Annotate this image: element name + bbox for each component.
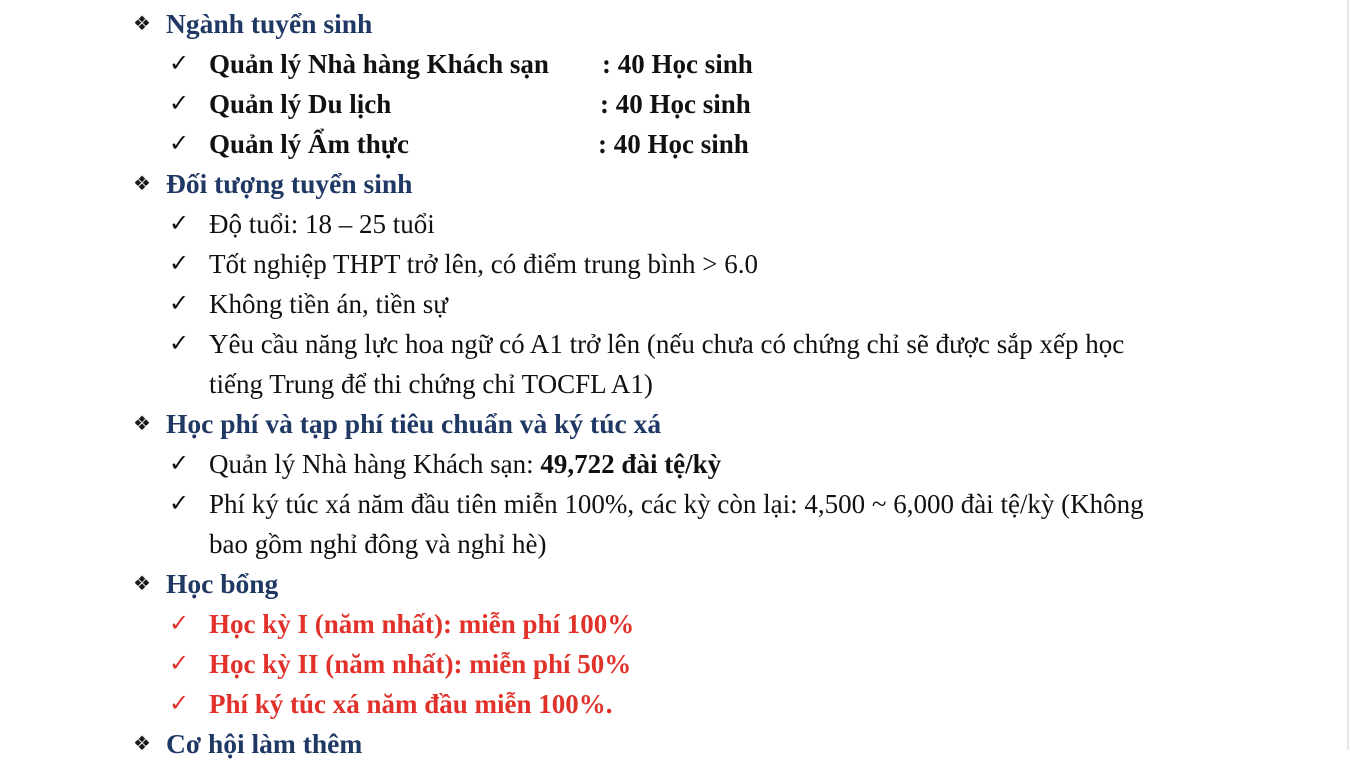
checkmark-icon: ✓ [168,91,190,117]
checkmark-icon: ✓ [168,331,190,357]
item-text: Học kỳ II (năm nhất): miễn phí 50% [209,649,632,679]
item-label: Quản lý Ẩm thực [209,129,409,159]
checkmark-icon: ✓ [168,691,190,717]
section-hoc-phi [0,404,1350,444]
list-item [0,244,1350,284]
checkmark-icon: ✓ [168,611,190,637]
item-value: : 40 Học sinh [600,89,751,119]
item-text: Phí ký túc xá năm đầu tiên miễn 100%, các kỳ còn lại: 4,500 ~ 6,000 đài tệ/kỳ (Không [209,489,1144,519]
item-text: Tốt nghiệp THPT trở lên, có điểm trung bình > 6.0 [209,249,758,279]
checkmark-icon: ✓ [168,451,190,477]
list-item [0,604,1350,644]
item-label: Quản lý Du lịch [209,89,392,119]
diamond-bullet-icon: ❖ [133,733,151,755]
checkmark-icon: ✓ [168,251,190,277]
list-item [0,684,1350,724]
list-item-continuation [0,524,1350,564]
diamond-bullet-icon: ❖ [133,173,151,195]
list-item [0,484,1350,524]
item-text: Phí ký túc xá năm đầu miễn 100%. [209,689,613,719]
checkmark-icon: ✓ [168,51,190,77]
section-heading: Học phí và tạp phí tiêu chuẩn và ký túc xá [166,408,662,439]
item-text: tiếng Trung để thi chứng chỉ TOCFL A1) [209,369,653,399]
diamond-bullet-icon: ❖ [133,573,151,595]
checkmark-icon: ✓ [168,131,190,157]
page-edge-divider [1347,0,1349,750]
item-value: 49,722 đài tệ/kỳ [540,449,722,479]
item-text: Yêu cầu năng lực hoa ngữ có A1 trở lên (nếu chưa có chứng chỉ sẽ được sắp xếp học [209,329,1125,359]
list-item [0,444,1350,484]
checkmark-icon: ✓ [168,291,190,317]
section-hoc-bong [0,564,1350,604]
section-heading: Cơ hội làm thêm [166,728,363,759]
list-item [0,284,1350,324]
item-text: Học kỳ I (năm nhất): miễn phí 100% [209,609,635,639]
item-value: : 40 Học sinh [598,129,749,159]
checkmark-icon: ✓ [168,651,190,677]
item-label: Quản lý Nhà hàng Khách sạn: [209,449,541,479]
list-item [0,124,1350,164]
list-item [0,44,1350,84]
checkmark-icon: ✓ [168,491,190,517]
section-co-hoi-lam-them [0,724,1350,764]
item-text [209,444,721,484]
item-value: : 40 Học sinh [602,49,753,79]
list-item [0,204,1350,244]
list-item-continuation [0,364,1350,404]
diamond-bullet-icon: ❖ [133,413,151,435]
checkmark-icon: ✓ [168,211,190,237]
list-item [0,324,1350,364]
list-item [0,84,1350,124]
section-heading: Học bổng [166,568,279,599]
section-heading: Ngành tuyển sinh [166,8,373,39]
list-item [0,644,1350,684]
item-text: Không tiền án, tiền sự [209,289,448,319]
item-text: bao gồm nghỉ đông và nghỉ hè) [209,529,547,559]
section-heading: Đối tượng tuyển sinh [166,168,413,199]
item-label: Quản lý Nhà hàng Khách sạn [209,49,549,79]
section-nganh-tuyen-sinh [0,4,1350,44]
item-text: Độ tuổi: 18 – 25 tuổi [209,209,435,239]
diamond-bullet-icon: ❖ [133,13,151,35]
section-doi-tuong [0,164,1350,204]
